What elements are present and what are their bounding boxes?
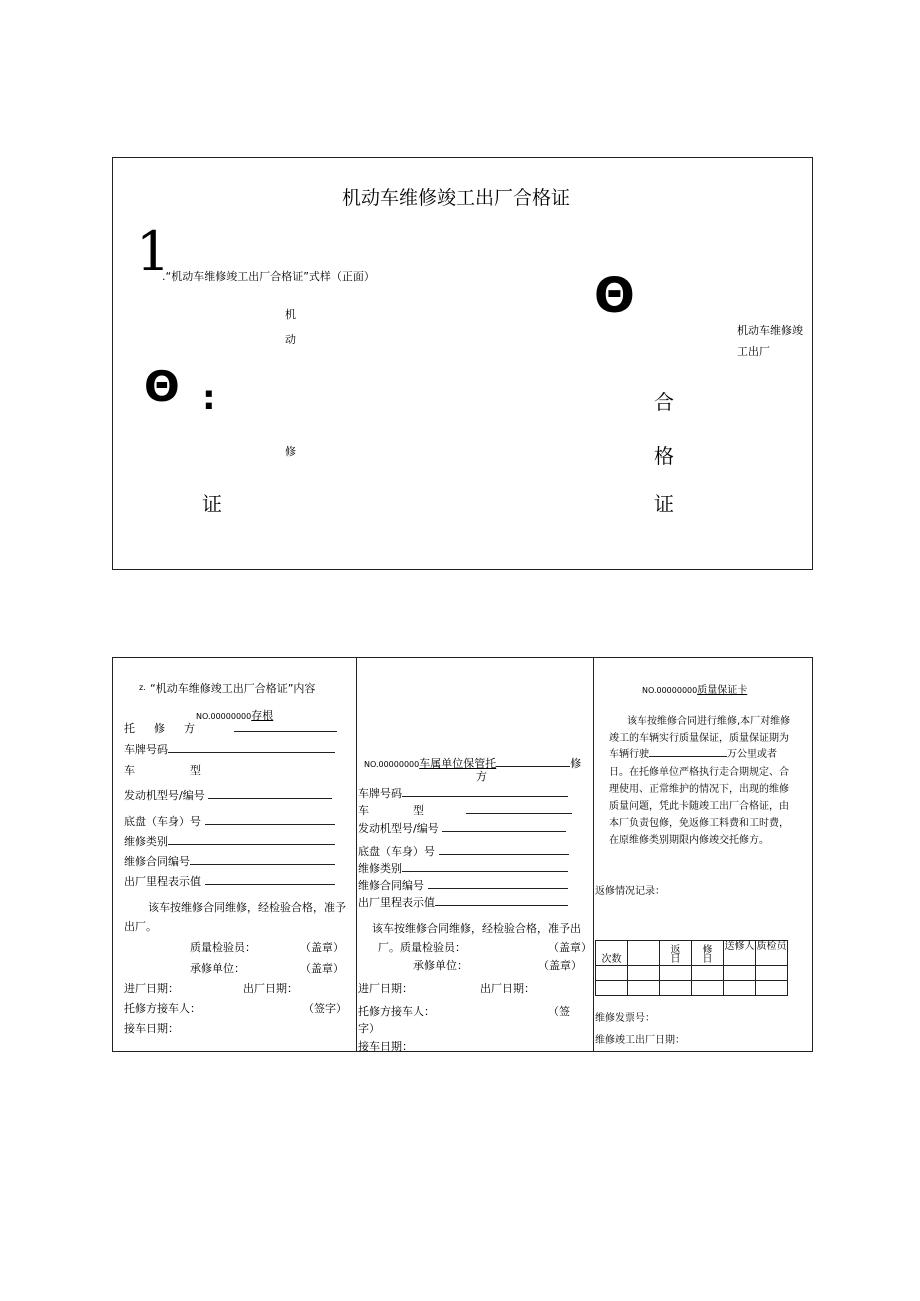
col2-repair-unit: 承修单位： bbox=[413, 959, 468, 972]
section-caption: .“机动车维修竣工出厂合格证”式样（正面） bbox=[162, 270, 375, 283]
header-inspector: 质检员 bbox=[756, 941, 788, 966]
left-vertical-char-1: 机 bbox=[285, 308, 296, 321]
custody-suffix: 修 bbox=[570, 757, 582, 770]
col2-statement-2: 厂。质量检验员： bbox=[378, 941, 466, 954]
field-contract-no: 维修合同编号 bbox=[124, 853, 335, 869]
header-repair-date: 修日 bbox=[692, 941, 724, 966]
col2-field-contract-no: 维修合同编号 bbox=[358, 877, 568, 893]
column-divider-2 bbox=[593, 657, 594, 1052]
table-row bbox=[596, 966, 788, 981]
stub-label: 存根 bbox=[251, 709, 274, 722]
invoice-number-label: 维修发票号： bbox=[595, 1013, 655, 1024]
col2-field-engine: 发动机型号/编号 bbox=[358, 820, 566, 836]
col2-field-plate: 车牌号码 bbox=[358, 785, 568, 801]
col2-field-repair-type: 维修类别 bbox=[358, 860, 568, 876]
col2-sign-b: 字） bbox=[358, 1022, 380, 1035]
col2-field-odometer: 出厂里程表示值 bbox=[358, 894, 568, 910]
custody-suffix-2: 方 bbox=[476, 770, 487, 783]
col1-pickup-date: 接车日期： bbox=[124, 1022, 179, 1035]
warranty-para-6: 理使用、正常维护的情况下，出现的维修 bbox=[609, 784, 789, 795]
field-odometer: 出厂里程表示值 bbox=[124, 873, 335, 889]
field-chassis: 底盘（车身）号 bbox=[124, 813, 335, 829]
field-model: 车 型 bbox=[124, 764, 201, 777]
left-vertical-char-3: 修 bbox=[285, 445, 296, 458]
right-vertical-char-2: 格 bbox=[654, 444, 674, 468]
col2-sign-a: （签 bbox=[548, 1005, 570, 1018]
col2-receiver: 托修方接车人： bbox=[358, 1005, 435, 1018]
rework-record-table bbox=[595, 940, 788, 996]
header-sender: 送修人 bbox=[724, 941, 756, 966]
warranty-card-number bbox=[642, 678, 747, 697]
col1-statement-2: 出厂。 bbox=[124, 920, 157, 933]
warranty-para-8: 本厂负责包修，免返修工料费和工时费， bbox=[609, 818, 789, 829]
col2-repair-unit-seal: （盖章） bbox=[538, 959, 582, 972]
left-bottom-char: 证 bbox=[202, 492, 222, 516]
custody-no-prefix: NO.00000000 bbox=[364, 760, 420, 769]
col1-inspector: 质量检验员： bbox=[190, 941, 256, 954]
header-empty bbox=[628, 941, 660, 966]
left-vertical-char-2: 动 bbox=[285, 333, 296, 346]
col2-in-date: 进厂日期： bbox=[358, 982, 413, 995]
stub-no-prefix: NO.00000000 bbox=[196, 712, 252, 721]
right-vertical-char-1: 合 bbox=[654, 390, 674, 414]
col2-field-chassis: 底盘（车身）号 bbox=[358, 843, 569, 859]
right-theta-icon: Θ bbox=[594, 268, 635, 324]
col1-inspector-seal: （盖章） bbox=[300, 941, 344, 954]
warranty-para-5: 日。在托修单位严格执行走合期规定、合 bbox=[609, 767, 789, 778]
section-2-prefix: z. bbox=[139, 683, 146, 692]
completion-date-label: 维修竣工出厂日期： bbox=[595, 1035, 685, 1046]
right-vertical-char-3: 证 bbox=[654, 492, 674, 516]
custody-number bbox=[364, 752, 581, 771]
col1-sign: （签字） bbox=[303, 1002, 347, 1015]
warranty-para-1: 该车按维修合同进行维修,本厂对维修 bbox=[627, 716, 791, 727]
field-repair-type: 维修类别 bbox=[124, 833, 335, 849]
warranty-card-title: 质量保证卡 bbox=[697, 685, 748, 696]
warranty-no-prefix: NO.00000000 bbox=[642, 686, 698, 695]
left-theta-icon: Θ bbox=[144, 362, 180, 411]
certificate-title: 机动车维修竣工出厂合格证 bbox=[342, 187, 571, 209]
warranty-para-7: 质量问题，凭此卡随竣工出厂合格证，由 bbox=[609, 801, 789, 812]
warranty-para-9: 在原维修类别期限内修竣交托修方。 bbox=[609, 835, 769, 846]
col1-statement-1: 该车按维修合同维修，经检验合格，准予 bbox=[148, 901, 346, 914]
custody-label: 车属单位保管托 bbox=[419, 757, 497, 770]
field-plate: 车牌号码 bbox=[124, 741, 335, 757]
right-heading-line2: 工出厂 bbox=[737, 345, 770, 358]
field-engine: 发动机型号/编号 bbox=[124, 787, 332, 803]
col2-out-date: 出厂日期： bbox=[480, 982, 535, 995]
table-row bbox=[596, 981, 788, 996]
left-colon: : bbox=[202, 378, 216, 418]
column-divider-1 bbox=[356, 657, 357, 1052]
header-return-date: 返日 bbox=[660, 941, 692, 966]
col2-inspector-seal: （盖章） bbox=[548, 941, 592, 954]
content-heading: “机动车维修竣工出厂合格证”内容 bbox=[150, 682, 316, 695]
warranty-para-2: 竣工的车辆实行质量保证，质量保证期为 bbox=[609, 733, 789, 744]
col2-field-model: 车 型 bbox=[358, 802, 572, 818]
section-number: 1 bbox=[136, 220, 171, 283]
col1-repair-unit: 承修单位： bbox=[190, 962, 245, 975]
col2-pickup-date: 接车日期： bbox=[358, 1040, 413, 1053]
field-client: 托 修 方 bbox=[124, 720, 337, 736]
col1-out-date: 出厂日期： bbox=[243, 982, 298, 995]
col1-repair-unit-seal: （盖章） bbox=[300, 962, 344, 975]
table-header-row bbox=[596, 941, 788, 966]
col2-statement-1: 该车按维修合同维修，经检验合格，准予出 bbox=[372, 922, 581, 935]
header-count: 次数 bbox=[596, 941, 628, 966]
warranty-para-3: 车辆行驶 万公里或者 bbox=[609, 745, 777, 760]
right-heading-line1: 机动车维修竣 bbox=[737, 324, 803, 337]
rework-record-title: 返修情况记录： bbox=[595, 886, 665, 897]
col1-receiver: 托修方接车人： bbox=[124, 1002, 201, 1015]
col1-in-date: 进厂日期： bbox=[124, 982, 179, 995]
